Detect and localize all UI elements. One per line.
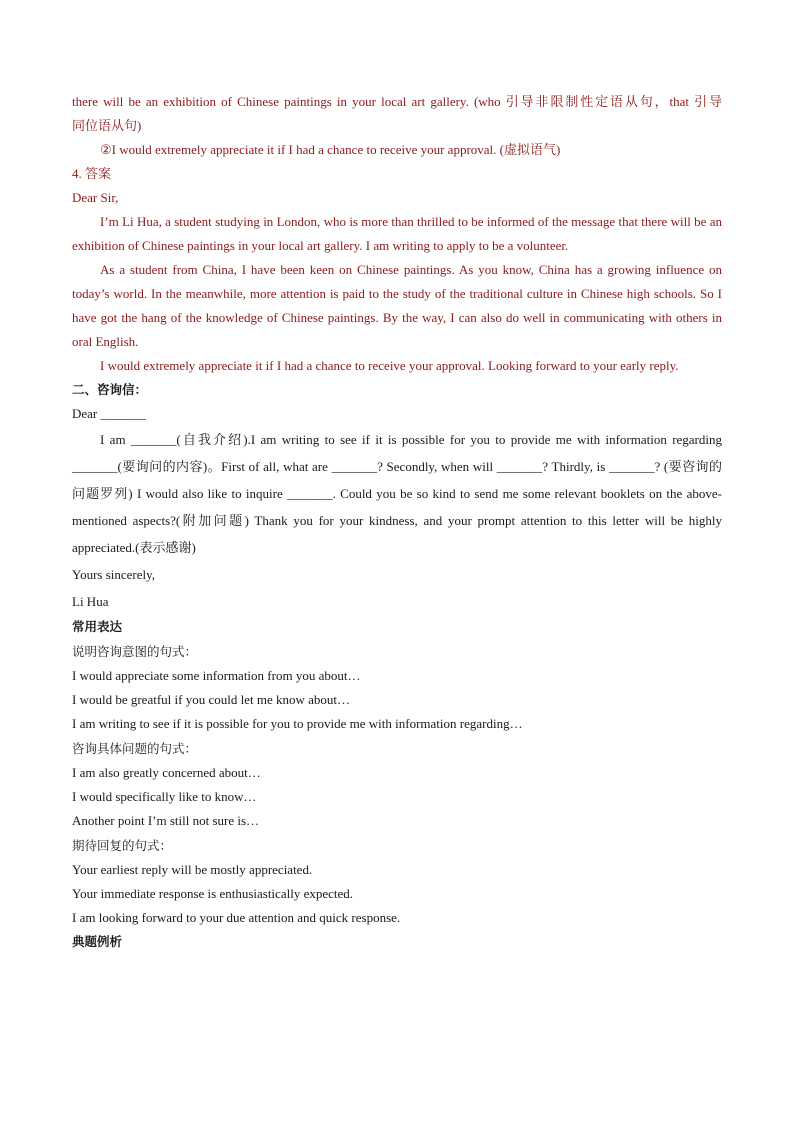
letter-greeting: Dear Sir, (72, 190, 119, 205)
expression-item: I would appreciate some information from you about… (72, 668, 361, 683)
expression-item: I am also greatly concerned about… (72, 765, 261, 780)
expression-item: Another point I’m still not sure is… (72, 813, 260, 828)
hint-line-1: there will be an exhibition of Chinese paintings in your local art gallery. (who 引导非限制性定语从句，that 引导 (72, 94, 722, 109)
answer-paragraph-1: I’m Li Hua, a student studying in London, who is more than thrilled to be informed of the message that there will be an exhibition of Chinese paintings in your local art gallery. I am writing to apply to be a volunteer. (72, 214, 722, 253)
expression-item: I would be greatful if you could let me know about… (72, 692, 350, 707)
hint-line-2: 同位语从句) (72, 118, 142, 133)
expression-group-label: 咨询具体问题的句式： (72, 741, 198, 756)
expression-group-label: 期待回复的句式： (72, 838, 173, 853)
document-page (72, 90, 722, 954)
expression-item: Your immediate response is enthusiastically expected. (72, 886, 354, 901)
expressions-heading: 常用表达 (72, 619, 123, 634)
answer-paragraph-3: I would extremely appreciate it if I had a chance to receive your approval. Looking forward to your early reply. (100, 358, 679, 373)
inquiry-template: I am _______(自我介绍).I am writing to see if it is possible for you to provide me with information regarding _______(要询问的内容)。First of all, what are _______? Secondly, when will _______? Thirdly, is _______? (要咨询的问题罗列) I would also like to inquire _______. Could you be so kind to send me some relevant booklets on the above-mentioned aspects?(附加问题) Thank you for your kindness, and your prompt attention to this letter will be highly appreciated.(表示感谢) (72, 432, 722, 555)
inquiry-heading: 二、咨询信： (72, 382, 148, 397)
answer-label: 4. 答案 (72, 166, 112, 181)
hint-2: ②I would extremely appreciate it if I had a chance to receive your approval. (虚拟语气) (100, 142, 561, 157)
expression-item: I would specifically like to know… (72, 789, 257, 804)
signature: Li Hua (72, 594, 109, 609)
answer-paragraph-2: As a student from China, I have been keen on Chinese paintings. As you know, China has a growing influence on today’s world. In the meanwhile, more attention is paid to the study of the traditional culture in Chinese high schools. So I have got the hang of the knowledge of Chinese paintings. By the way, I can also do well in communicating with others in oral English. (72, 262, 722, 349)
expression-item: I am writing to see if it is possible for you to provide me with information regarding… (72, 716, 523, 731)
expression-item: Your earliest reply will be mostly appreciated. (72, 862, 313, 877)
expression-item: I am looking forward to your due attention and quick response. (72, 910, 401, 925)
example-heading: 典题例析 (72, 934, 123, 949)
closing: Yours sincerely, (72, 567, 156, 582)
expression-group-label: 说明咨询意图的句式： (72, 644, 198, 659)
inquiry-greeting: Dear _______ (72, 406, 147, 421)
